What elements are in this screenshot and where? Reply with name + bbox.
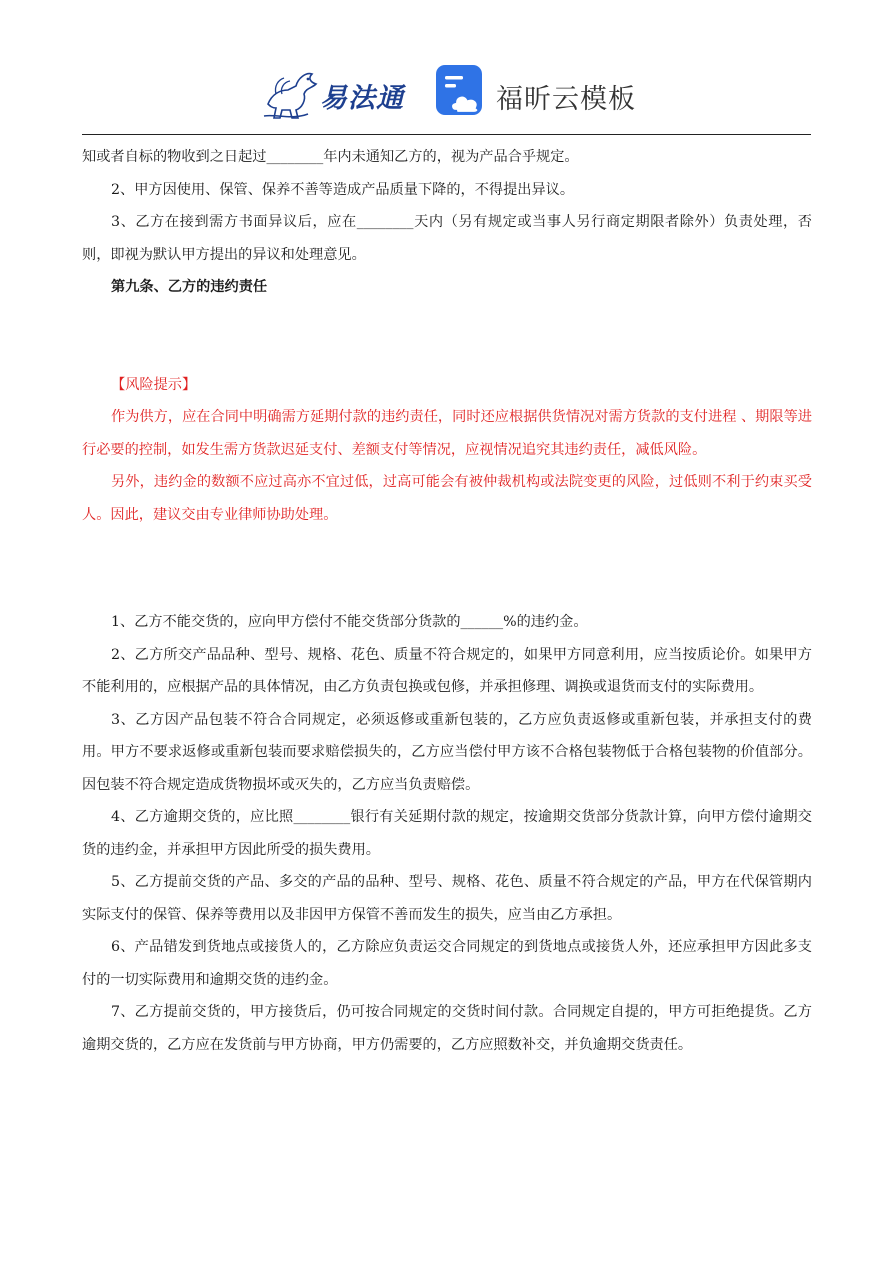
risk-alert-paragraph-2: 另外，违约金的数额不应过高亦不宜过低，过高可能会有被仲裁机构或法院变更的风险，过低则不利于约束买受人。因此，建议交由专业律师协助处理。 <box>82 474 812 523</box>
page-header <box>0 56 893 126</box>
document-body <box>82 141 812 1061</box>
cloud-document-icon <box>436 65 486 117</box>
risk-alert-title: 【风险提示】 <box>111 376 197 393</box>
liability-item-1: 1、乙方不能交货的，应向甲方偿付不能交货部分货款的______%的违约金。 <box>111 614 588 630</box>
foxit-template-logo <box>436 65 636 121</box>
liability-item-3: 3、乙方因产品包装不符合合同规定，必须返修或重新包装的，乙方应负责返修或重新包装，并承担支付的费用。甲方不要求返修或重新包装而要求赔偿损失的，乙方应当偿付甲方该不合格包装物低于合格包装物的价值部分。因包装不符合规定造成货物损坏或灭失的，乙方应当负责赔偿。 <box>82 711 812 793</box>
qilin-icon <box>262 64 322 122</box>
spacer <box>82 531 812 606</box>
paragraph-clause-2: 2、甲方因使用、保管、保养不善等造成产品质量下降的，不得提出异议。 <box>111 181 575 198</box>
liability-item-4: 4、乙方逾期交货的，应比照________银行有关延期付款的规定，按逾期交货部分货款计算，向甲方偿付逾期交货的违约金，并承担甲方因此所受的损失费用。 <box>82 809 812 858</box>
liability-item-5: 5、乙方提前交货的产品、多交的产品的品种、型号、规格、花色、质量不符合规定的产品，甲方在代保管期内实际支付的保管、保养等费用以及非因甲方保管不善而发生的损失，应当由乙方承担。 <box>82 874 812 923</box>
logo-text-yifatong: 易法通 <box>320 83 404 114</box>
liability-item-2: 2、乙方所交产品品种、型号、规格、花色、质量不符合规定的，如果甲方同意利用，应当按质论价。如果甲方不能利用的，应根据产品的具体情况，由乙方负责包换或包修，并承担修理、调换或退货而支付的实际费用。 <box>82 646 812 695</box>
yifatong-logo <box>262 64 412 122</box>
logo-text-foxit: 福昕云模板 <box>496 84 636 115</box>
paragraph-clause-3: 3、乙方在接到需方书面异议后，应在________天内（另有规定或当事人另行商定期限者除外）负责处理，否则，即视为默认甲方提出的异议和处理意见。 <box>82 214 812 263</box>
spacer <box>82 304 812 369</box>
liability-item-7: 7、乙方提前交货的，甲方接货后，仍可按合同规定的交货时间付款。合同规定自提的，甲方可拒绝提货。乙方逾期交货的，乙方应在发货前与甲方协商，甲方仍需要的，乙方应照数补交，并负逾期交货责任。 <box>82 1004 812 1053</box>
header-divider <box>82 134 811 135</box>
risk-alert-paragraph-1: 作为供方，应在合同中明确需方延期付款的违约责任，同时还应根据供货情况对需方货款的支付进程 、期限等进行必要的控制，如发生需方货款迟延支付、差额支付等情况，应视情况追究其违约责任，减低风险。 <box>82 409 812 458</box>
article-9-title: 第九条、乙方的违约责任 <box>111 279 268 295</box>
liability-item-6: 6、产品错发到货地点或接货人的，乙方除应负责运交合同规定的到货地点或接货人外，还应承担甲方因此多支付的一切实际费用和逾期交货的违约金。 <box>82 939 812 988</box>
paragraph-continuation: 知或者自标的物收到之日起过________年内未通知乙方的，视为产品合乎规定。 <box>82 149 579 165</box>
